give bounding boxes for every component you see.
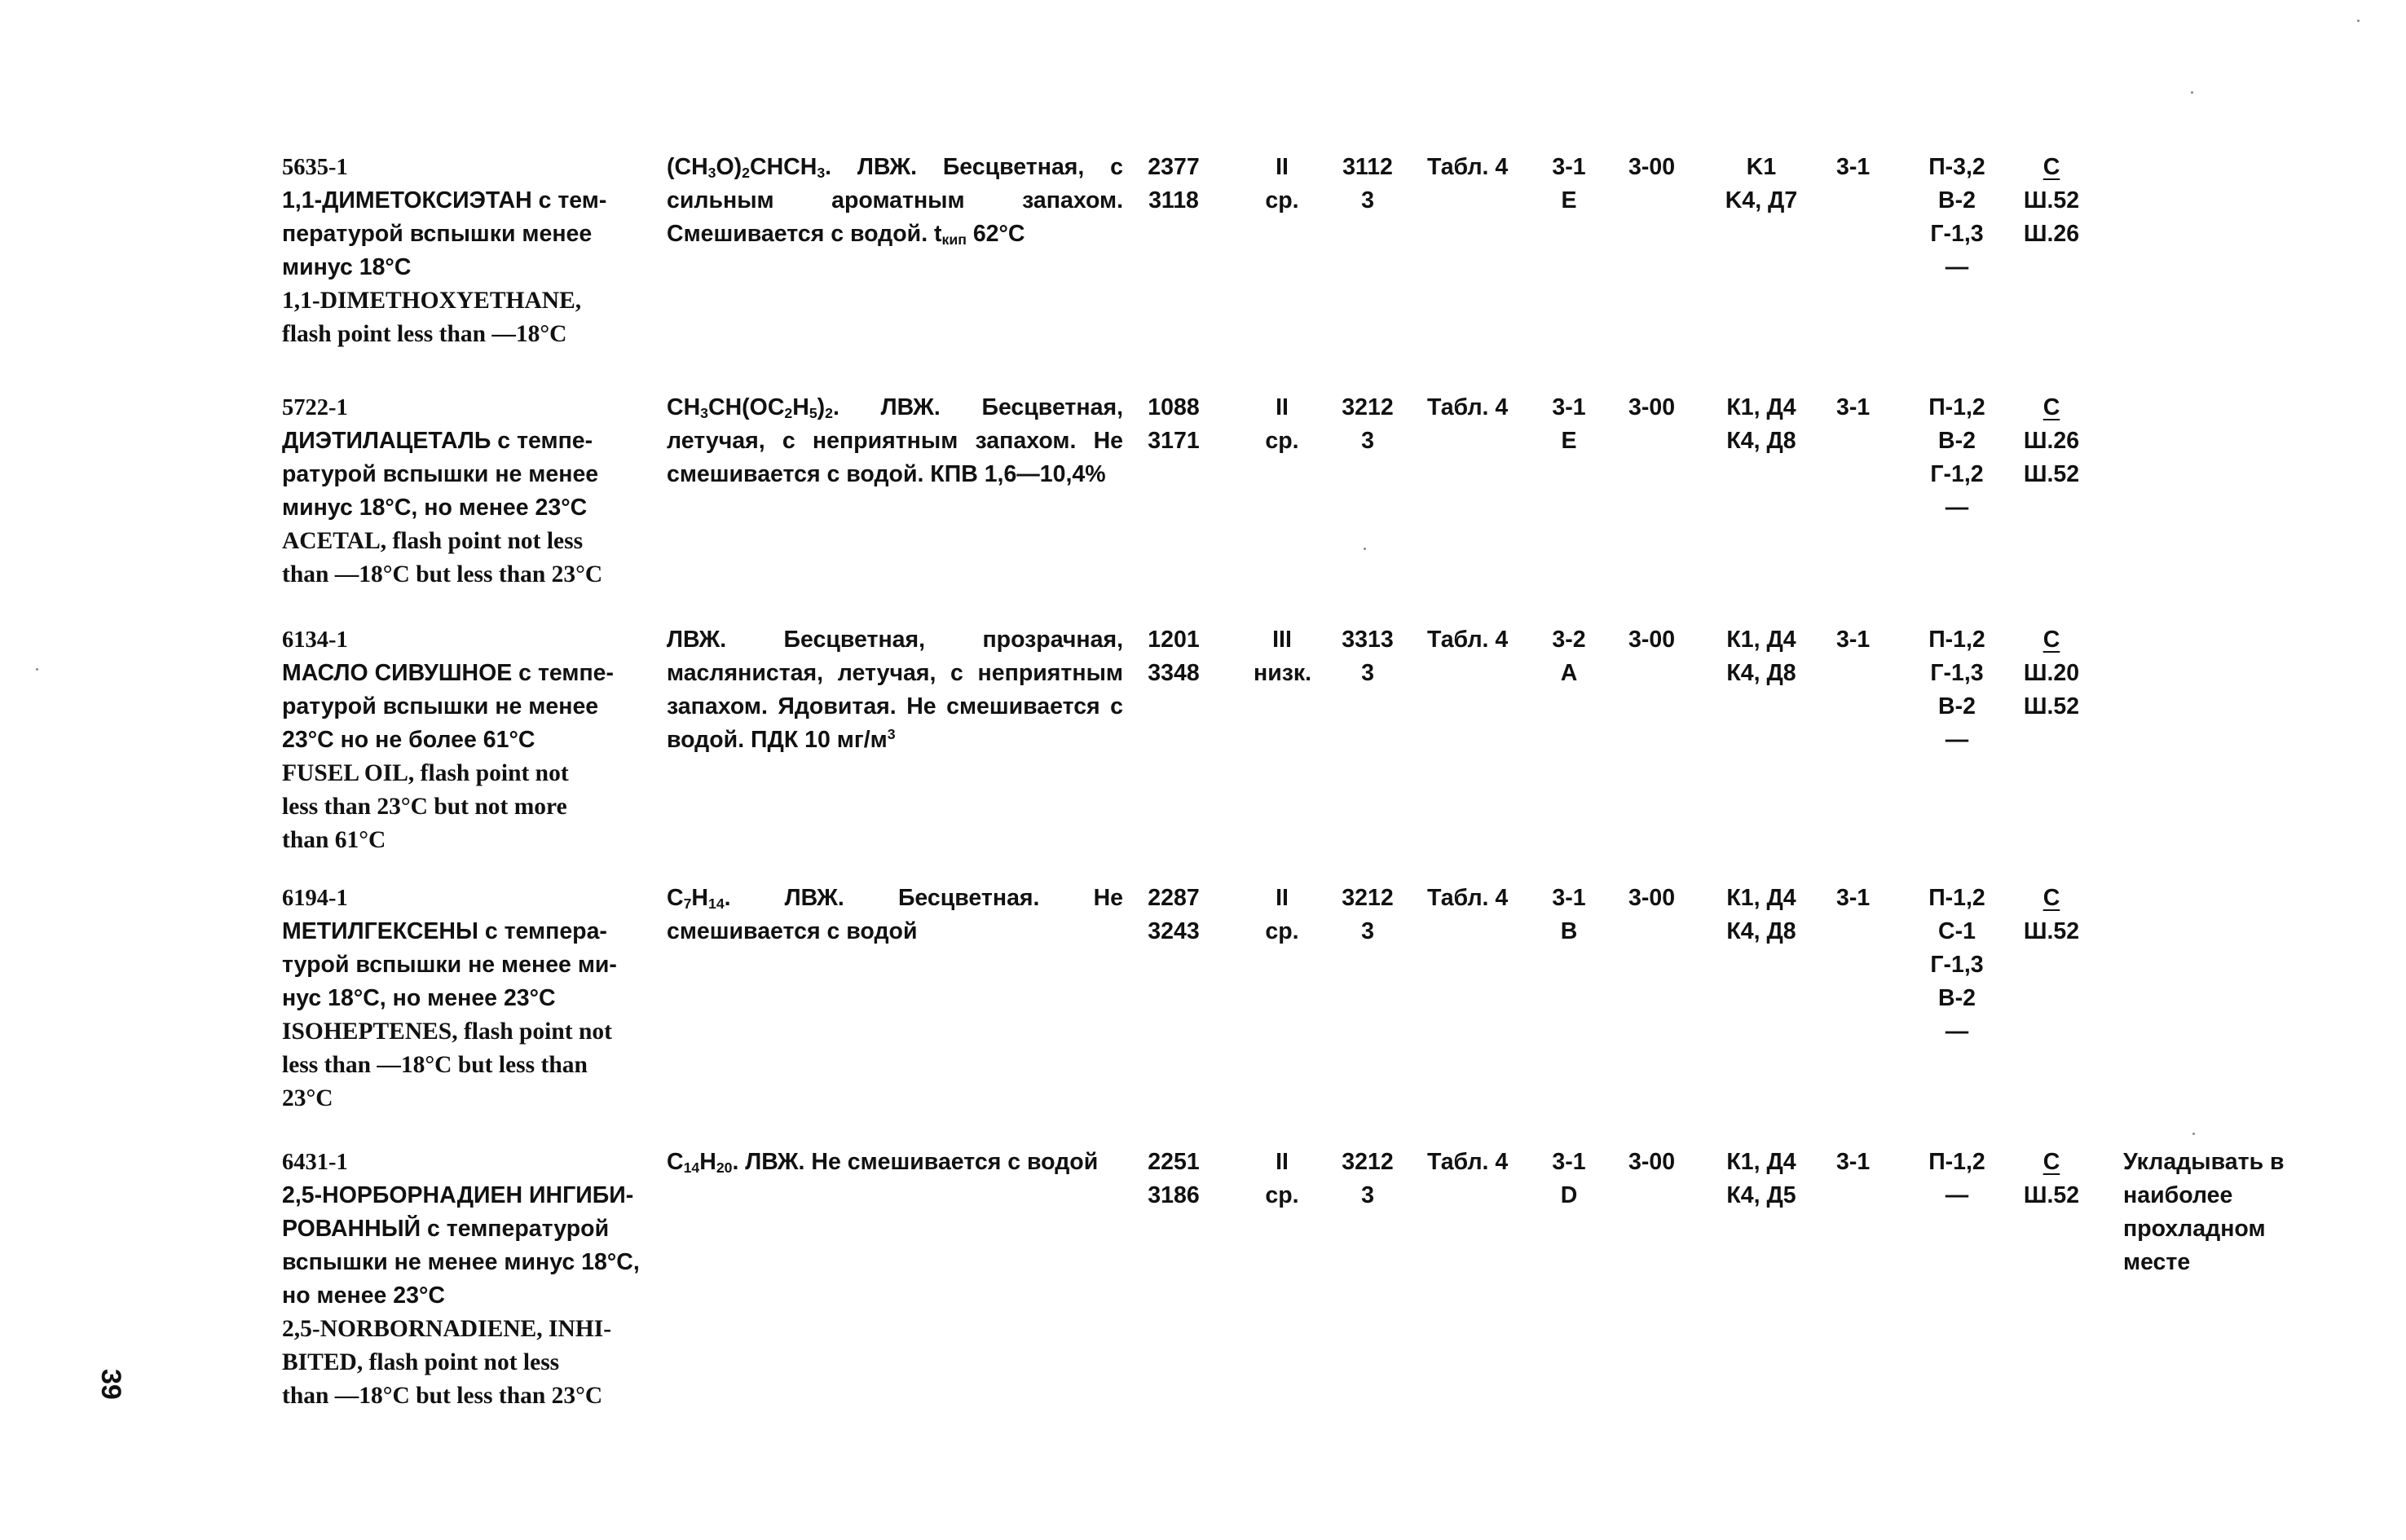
name-line: ISOHEPTENES, flash point not (282, 1019, 612, 1045)
name-line: flash point less than —18°C (282, 321, 567, 347)
cell-line: III (1272, 627, 1292, 653)
cell-line: Г-1,3 (1930, 952, 1984, 978)
table-ref-cell: Табл. 4 (1427, 885, 1509, 911)
cell-line: ср. (1265, 428, 1299, 454)
table-ref-cell: Табл. 4 (1427, 1149, 1509, 1175)
substance-name-cell (282, 391, 602, 592)
cell-line: К4, Д8 (1726, 918, 1796, 944)
name-line: 1,1-ДИМЕТОКСИЭТАН с тем- (282, 187, 607, 213)
cell-line: С (2042, 1149, 2060, 1175)
un-number-cell (1147, 882, 1201, 948)
s-code-cell (2020, 151, 2083, 251)
s-code-cell (2020, 391, 2083, 491)
scan-speck (1364, 548, 1366, 550)
cell-line: К4, Д8 (1726, 660, 1796, 686)
g-code-cell: 3-1 (1836, 627, 1871, 653)
z-code-cell: 3-00 (1628, 154, 1676, 180)
z-code-cell: 3-00 (1628, 885, 1676, 911)
name-line: less than —18°C but less than (282, 1052, 588, 1078)
name-line: пературой вспышки менее (282, 221, 593, 247)
cell-line: К1, Д4 (1726, 627, 1796, 653)
g-code-cell: 3-1 (1836, 394, 1871, 420)
substance-name-cell (282, 151, 606, 351)
name-line: 5635-1 (282, 155, 348, 180)
cell-line: 3171 (1148, 428, 1200, 454)
cell-line: 3 (1361, 1182, 1374, 1208)
cell-line: 3118 (1148, 187, 1199, 213)
name-line: ДИЭТИЛАЦЕТАЛЬ с темпе- (282, 428, 593, 454)
hazard-class-cell (1254, 623, 1311, 690)
cell-line: ср. (1265, 187, 1299, 213)
cell-line: С (2042, 627, 2060, 653)
cell-line: D (1560, 1182, 1578, 1208)
classification-code-cell (1340, 391, 1395, 458)
cell-line: П-1,2 (1928, 394, 1985, 420)
cell-line: С (2042, 154, 2060, 180)
packing-group-cell (1550, 1146, 1588, 1212)
cell-line: 3212 (1342, 394, 1394, 420)
name-line: но менее 23°С (282, 1283, 445, 1309)
hazard-class-cell (1254, 391, 1311, 458)
cell-line: K4, Д7 (1725, 187, 1798, 213)
cell-line: 3112 (1342, 154, 1393, 180)
cell-line: E (1561, 428, 1577, 454)
cell-line: 3-2 (1552, 627, 1586, 653)
un-number-cell (1147, 151, 1201, 218)
classification-code-cell (1340, 882, 1395, 948)
name-line: МАСЛО СИВУШНОЕ с темпе- (282, 660, 615, 686)
p-code-cell (1920, 623, 1994, 757)
k-code-cell (1721, 151, 1802, 218)
cell-line: 2377 (1148, 154, 1200, 180)
z-code-cell: 3-00 (1628, 394, 1676, 420)
cell-line: 3348 (1148, 660, 1200, 686)
name-line: FUSEL OIL, flash point not (282, 760, 569, 786)
cell-line: 3-1 (1552, 154, 1586, 180)
cell-line: низк. (1254, 660, 1312, 686)
cell-line: Ш.20 (2023, 660, 2080, 686)
cell-line: E (1561, 187, 1577, 213)
name-line: 5722-1 (282, 395, 348, 420)
description-cell: $CH_3CH(OC_2H_5)_2$. ЛВЖ. Бесцветная, летучая, с неприятным запахом. Не смешивается с водой. КПВ 1,6—10,4% (667, 394, 1123, 487)
name-line: минус 18°С (282, 254, 412, 280)
packing-group-cell (1550, 151, 1588, 218)
g-code-cell: 3-1 (1836, 885, 1871, 911)
cell-line: 3-1 (1552, 885, 1586, 911)
scan-speck (2357, 20, 2360, 22)
name-line: нус 18°С, но менее 23°С (282, 985, 556, 1011)
name-line: вспышки не менее минус 18°С, (282, 1249, 640, 1275)
cell-line: В-2 (1938, 187, 1976, 213)
cell-line: 3-1 (1552, 1149, 1586, 1175)
name-line: than 61°C (282, 827, 386, 853)
cell-line: К1, Д4 (1726, 394, 1796, 420)
cell-line: — (1945, 495, 1969, 521)
description-cell: ЛВЖ. Бесцветная, прозрачная, маслянистая, летучая, с неприятным запахом. Ядовитая. Не смешивается с водой. ПДК 10 $мг/м^3$ (667, 627, 1123, 753)
cell-line: 3212 (1342, 1149, 1394, 1175)
cell-line: К1, Д4 (1726, 885, 1796, 911)
p-code-cell (1920, 151, 1994, 284)
cell-line: Ш.52 (2023, 187, 2080, 213)
name-line: ратурой вспышки не менее (282, 693, 599, 719)
cell-line: Г-1,3 (1930, 221, 1984, 247)
un-number-cell (1147, 623, 1201, 690)
cell-line: Ш.26 (2023, 221, 2080, 247)
cell-line: 2287 (1148, 885, 1200, 911)
description-cell: $C_7H_{14}$. ЛВЖ. Бесцветная. Не смешивается с водой (667, 885, 1123, 944)
name-line: 23°C (282, 1085, 333, 1111)
name-line: минус 18°С, но менее 23°С (282, 495, 588, 521)
table-ref-cell: Табл. 4 (1427, 154, 1509, 180)
cell-line: Ш.52 (2023, 461, 2080, 487)
cell-line: 3313 (1342, 627, 1394, 653)
description-cell: $(CH_3O)_2CHCH_3$. ЛВЖ. Бесцветная, с сильным ароматным запахом. Смешивается с водой. $t_{кип}$ 62°C (667, 154, 1123, 248)
name-line: ратурой вспышки не менее (282, 461, 599, 487)
cell-line: Г-1,3 (1930, 660, 1984, 686)
s-code-cell (2020, 1146, 2083, 1212)
cell-line: 3212 (1342, 885, 1394, 911)
cell-line: Ш.52 (2023, 693, 2080, 719)
z-code-cell: 3-00 (1628, 1149, 1676, 1175)
g-code-cell: 3-1 (1836, 1149, 1871, 1175)
name-line: 6134-1 (282, 627, 348, 653)
hazard-class-cell (1254, 882, 1311, 948)
page-number: 39 (95, 1369, 126, 1400)
cell-line: В-2 (1938, 428, 1976, 454)
cell-line: 3243 (1148, 918, 1200, 944)
substance-name-cell (282, 882, 617, 1115)
p-code-cell (1920, 391, 1994, 525)
cell-line: С-1 (1938, 918, 1976, 944)
scan-speck (2192, 1133, 2195, 1135)
k-code-cell (1721, 882, 1802, 948)
z-code-cell: 3-00 (1628, 627, 1676, 653)
table-ref-cell: Табл. 4 (1427, 627, 1509, 653)
cell-line: С (2042, 394, 2060, 420)
cell-line: — (1945, 1182, 1969, 1208)
cell-line: Г-1,2 (1930, 461, 1984, 487)
cell-line: В-2 (1938, 693, 1976, 719)
packing-group-cell (1550, 391, 1588, 458)
description-cell: $C_{14}H_{20}$. ЛВЖ. Не смешивается с водой (667, 1149, 1099, 1176)
name-line: 6431-1 (282, 1150, 348, 1175)
name-line: МЕТИЛГЕКСЕНЫ с темпера- (282, 918, 607, 944)
name-line: турой вспышки не менее ми- (282, 952, 617, 978)
cell-line: 3 (1361, 660, 1374, 686)
cell-line: П-1,2 (1928, 627, 1985, 653)
name-line: BITED, flash point not less (282, 1349, 560, 1375)
cell-line: B (1560, 918, 1578, 944)
packing-group-cell (1550, 882, 1588, 948)
name-line: 6194-1 (282, 886, 348, 911)
name-line: 23°С но не более 61°С (282, 727, 535, 753)
classification-code-cell (1340, 151, 1395, 218)
cell-line: K1 (1746, 154, 1777, 180)
note-cell: Укладывать в наиболее прохладном месте (2123, 1149, 2285, 1275)
cell-line: П-1,2 (1928, 885, 1985, 911)
un-number-cell (1147, 391, 1201, 458)
cell-line: П-1,2 (1928, 1149, 1985, 1175)
cell-line: Ш.26 (2023, 428, 2080, 454)
cell-line: 3-1 (1552, 394, 1586, 420)
classification-code-cell (1340, 1146, 1395, 1212)
s-code-cell (2020, 623, 2083, 724)
substance-name-cell (282, 1146, 640, 1413)
cell-line: К4, Д8 (1726, 428, 1796, 454)
cell-line: С (2042, 885, 2060, 911)
name-line: РОВАННЫЙ с температурой (282, 1216, 610, 1242)
name-line: 2,5-NORBORNADIENE, INHI- (282, 1316, 612, 1342)
scan-speck (36, 668, 38, 671)
cell-line: II (1276, 154, 1289, 180)
cell-line: II (1276, 394, 1289, 420)
un-number-cell (1147, 1146, 1201, 1212)
name-line: than —18°C but less than 23°C (282, 561, 603, 587)
packing-group-cell (1550, 623, 1588, 690)
name-line: 1,1-DIMETHOXYETHANE, (282, 288, 582, 314)
s-code-cell (2020, 882, 2083, 948)
cell-line: 3 (1361, 918, 1374, 944)
substance-name-cell (282, 623, 614, 857)
cell-line: 3 (1361, 428, 1374, 454)
table-ref-cell: Табл. 4 (1427, 394, 1509, 420)
cell-line: Ш.52 (2023, 1182, 2080, 1208)
cell-line: 2251 (1148, 1149, 1200, 1175)
name-line: less than 23°C but not more (282, 794, 567, 820)
k-code-cell (1721, 623, 1802, 690)
cell-line: A (1560, 660, 1578, 686)
classification-code-cell (1340, 623, 1395, 690)
p-code-cell (1920, 882, 1994, 1049)
cell-line: 3186 (1148, 1182, 1200, 1208)
g-code-cell: 3-1 (1836, 154, 1871, 180)
cell-line: 3 (1361, 187, 1374, 213)
cell-line: — (1945, 254, 1969, 280)
hazard-class-cell (1254, 151, 1311, 218)
cell-line: К4, Д5 (1726, 1182, 1796, 1208)
name-line: ACETAL, flash point not less (282, 528, 584, 554)
cell-line: К1, Д4 (1726, 1149, 1796, 1175)
hazard-class-cell (1254, 1146, 1311, 1212)
cell-line: Ш.52 (2023, 918, 2080, 944)
name-line: 2,5-НОРБОРНАДИЕН ИНГИБИ- (282, 1182, 634, 1208)
cell-line: ср. (1265, 918, 1299, 944)
cell-line: В-2 (1938, 985, 1976, 1011)
cell-line: — (1945, 727, 1969, 753)
cell-line: II (1276, 1149, 1289, 1175)
cell-line: II (1276, 885, 1289, 911)
p-code-cell (1920, 1146, 1994, 1212)
k-code-cell (1721, 391, 1802, 458)
k-code-cell (1721, 1146, 1802, 1212)
name-line: than —18°C but less than 23°C (282, 1383, 603, 1409)
cell-line: ср. (1265, 1182, 1299, 1208)
cell-line: П-3,2 (1928, 154, 1985, 180)
cell-line: 1201 (1148, 627, 1200, 653)
cell-line: — (1945, 1019, 1969, 1045)
cell-line: 1088 (1148, 394, 1200, 420)
scan-speck (2191, 91, 2193, 94)
